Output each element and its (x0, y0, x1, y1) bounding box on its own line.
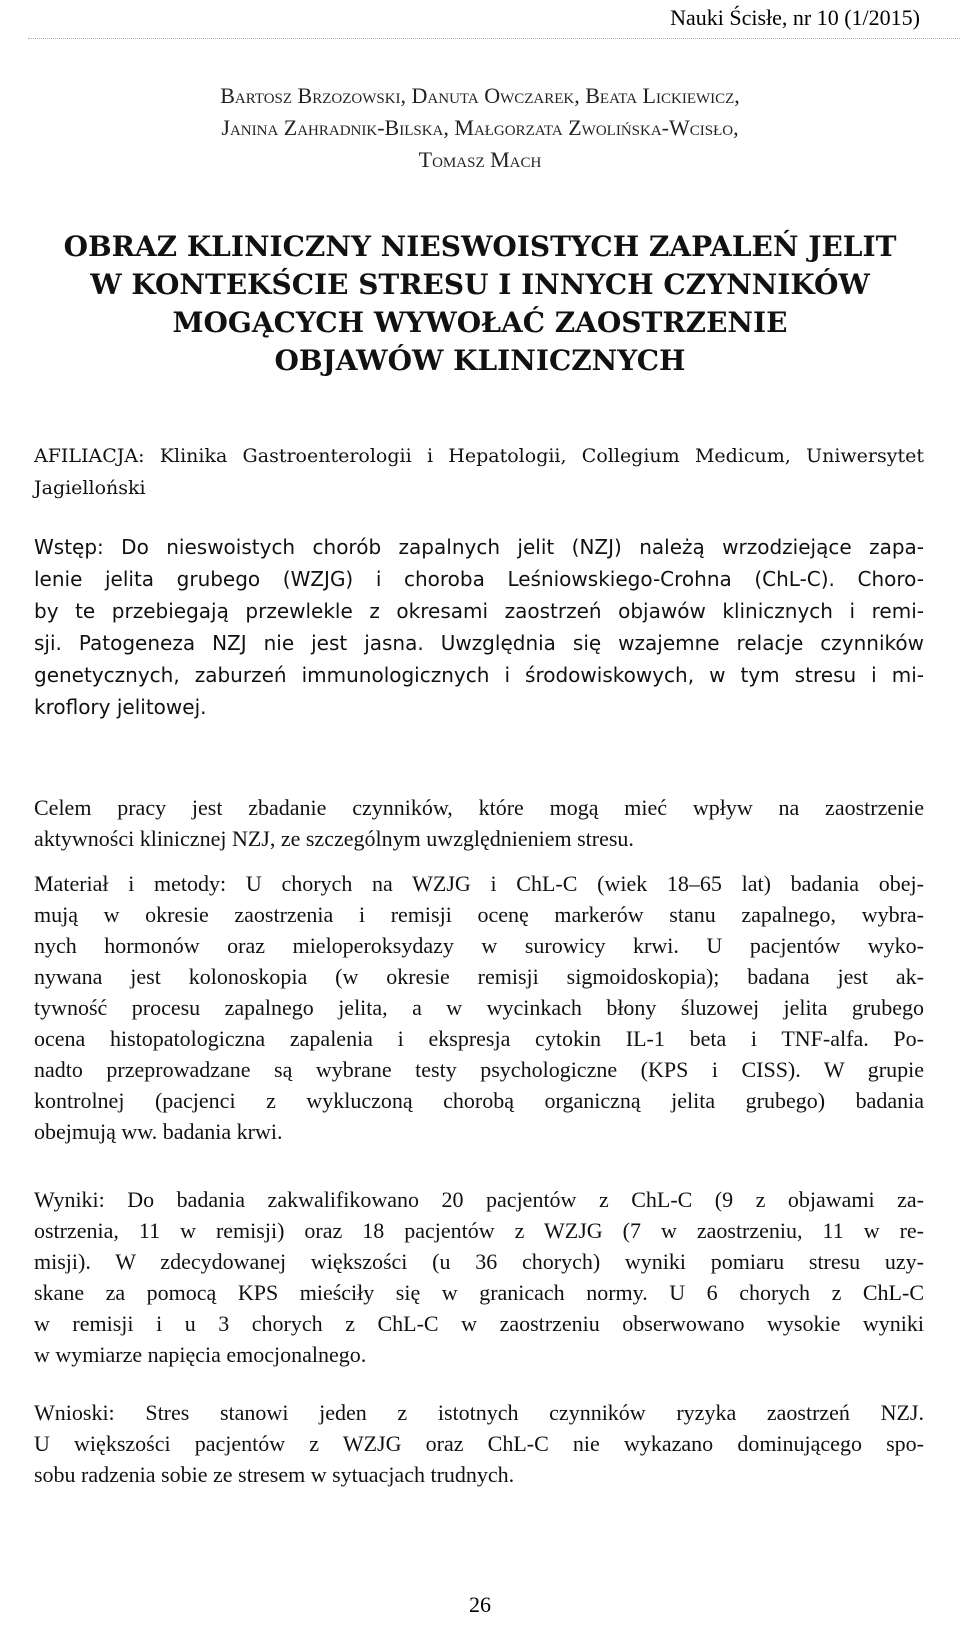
title-line-2: W KONTEKŚCIE STRESU I INNYCH CZYNNIKÓW (90, 268, 870, 301)
paragraph-line: w remisji i u 3 chorych z ChL-C w zaostrzeniu obserwowano wysokie wyniki (34, 1311, 924, 1336)
paragraph-line: Wyniki: Do badania zakwalifikowano 20 pacjentów z ChL-C (9 z objawami za- (34, 1187, 924, 1212)
paragraph-line: nych hormonów oraz mieloperoksydazy w surowicy krwi. U pacjentów wyko- (34, 933, 924, 958)
paragraph-line: nywana jest kolonoskopia (w okresie remisji sigmoidoskopia); badana jest ak- (34, 964, 924, 989)
paragraph-line: ocena histopatologiczna zapalenia i ekspresja cytokin IL-1 beta i TNF-alfa. Po- (34, 1026, 924, 1051)
title-line-1: OBRAZ KLINICZNY NIESWOISTYCH ZAPALEŃ JELIT (63, 230, 897, 263)
paragraph-line: Wstęp: Do nieswoistych chorób zapalnych jelit (NZJ) należą wrzodziejące zapa- (34, 535, 924, 559)
paragraph-line: by te przebiegają przewlekle z okresami zaostrzeń objawów klinicznych i remi- (34, 599, 924, 623)
paragraph-line: ostrzenia, 11 w remisji) oraz 18 pacjentów z WZJG (7 w zaostrzeniu, 11 w re- (34, 1218, 924, 1243)
paragraph-line: Materiał i metody: U chorych na WZJG i ChL-C (wiek 18–65 lat) badania obej- (34, 871, 924, 896)
affiliation: AFILIACJA: Klinika Gastroenterologii i Hepatologii, Collegium Medicum, Uniwersytet Jagielloński (34, 445, 924, 499)
running-header (0, 0, 920, 40)
author-list (0, 80, 960, 176)
paragraph-line: lenie jelita grubego (WZJG) i choroba Leśniowskiego-Crohna (ChL-C). Choro- (34, 567, 924, 591)
section-wyniki (34, 1184, 924, 1370)
paragraph-line: sji. Patogeneza NZJ nie jest jasna. Uwzględnia się wzajemne relacje czynników (34, 631, 924, 655)
paragraph-line: tywność procesu zapalnego jelita, a w wycinkach błony śluzowej jelita grubego (34, 995, 924, 1020)
paragraph-line: obejmują ww. badania krwi. (34, 1119, 283, 1144)
section-wnioski (34, 1397, 924, 1490)
paper-title (0, 228, 960, 380)
paragraph-line: U większości pacjentów z WZJG oraz ChL-C nie wykazano dominującego spo- (34, 1431, 924, 1456)
paragraph-line: skane za pomocą KPS mieściły się w granicach normy. U 6 chorych z ChL-C (34, 1280, 924, 1305)
paragraph-line: aktywności klinicznej NZJ, ze szczególnym uwzględnieniem stresu. (34, 826, 634, 851)
journal-name: Nauki Ścisłe, nr 10 (1/2015) (670, 5, 920, 30)
paragraph-line: nadto przeprowadzane są wybrane testy psychologiczne (KPS i CISS). W grupie (34, 1057, 924, 1082)
paragraph-line: sobu radzenia sobie ze stresem w sytuacjach trudnych. (34, 1462, 515, 1487)
paragraph-line: w wymiarze napięcia emocjonalnego. (34, 1342, 367, 1367)
paragraph-line: misji). W zdecydowanej większości (u 36 chorych) wyniki pomiaru stresu uzy- (34, 1249, 924, 1274)
paragraph-line: kroflory jelitowej. (34, 695, 207, 719)
title-line-3: MOGĄCYCH WYWOŁAĆ ZAOSTRZENIE (172, 306, 788, 339)
paragraph-line: Celem pracy jest zbadanie czynników, które mogą mieć wpływ na zaostrzenie (34, 795, 924, 820)
paragraph-line: mują w okresie zaostrzenia i remisji ocenę markerów stanu zapalnego, wybra- (34, 902, 924, 927)
author-line-2: Janina Zahradnik-Bilska, Małgorzata Zwolińska-Wcisło, (221, 115, 739, 140)
author-line-1: Bartosz Brzozowski, Danuta Owczarek, Beata Lickiewicz, (220, 83, 740, 108)
title-line-4: OBJAWÓW KLINICZNYCH (274, 344, 686, 377)
section-celem (34, 792, 924, 854)
paragraph-line: genetycznych, zaburzeń immunologicznych i środowiskowych, w tym stresu i mi- (34, 663, 924, 687)
page-number: 26 (469, 1592, 491, 1617)
paragraph-line: Wnioski: Stres stanowi jeden z istotnych czynników ryzyka zaostrzeń NZJ. (34, 1400, 924, 1425)
paragraph-line: kontrolnej (pacjenci z wykluczoną chorobą organiczną jelita grubego) badania (34, 1088, 924, 1113)
section-wstep (34, 531, 924, 723)
author-line-3: Tomasz Mach (418, 147, 542, 172)
section-material-i-metody (34, 868, 924, 1147)
header-rule (28, 38, 960, 39)
